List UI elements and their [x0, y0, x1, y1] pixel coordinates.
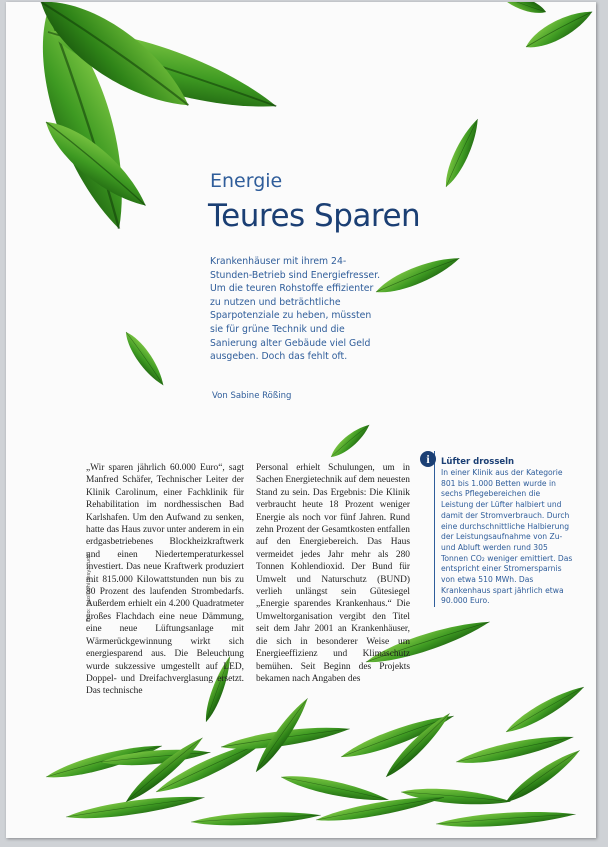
article-title: Teures Sparen	[208, 198, 421, 234]
photo-credit: Foto: fotolia/hidesy.studio	[86, 551, 92, 622]
article-column-2: Personal erhielt Schulungen, um in Sachen Energietechnik auf dem neuesten Stand zu sein. Das Ergebnis: Die Klinik verbraucht heute 18 Prozent weniger Energie als noch vor fünf Jahren. Rund zehn Prozent der Gesamtkosten entfallen auf den Energiebereich. Das Haus vermeidet jedes Jahr mehr als 280 Tonnen Kohlendioxid. Der Bund für Umwelt und Naturschutz (BUND) verlieh unlängst sein Gütesiegel „Energie sparendes Krankenhaus.“ Die Umweltorganisation vergibt den Titel seit dem Jahr 2001 an Krankenhäuser, die sich in besonderer Weise um Energieeffizienz und Klimaschutz bemühen. Seit Beginn des Projekts bekamen nach Angaben des	[256, 463, 410, 684]
article-kicker: Energie	[210, 170, 283, 192]
info-box-text: In einer Klinik aus der Kategorie 801 bis 1.000 Betten wurde in sechs Pflegebereichen die Leistung der Lüfter halbiert und damit der Stromverbrauch. Durch eine durchschnittliche Halbierung der Leistungsaufnahme von Zu- und Abluft werden rund 305 Tonnen CO₂ weniger emittiert. Das entspricht einer Stromersparnis von etwa 510 MWh. Das Krankenhaus spart jährlich etwa 90.000 Euro.	[441, 468, 573, 606]
leaf-decoration	[6, 2, 596, 838]
article-byline: Von Sabine Rößing	[212, 391, 292, 401]
info-box	[426, 451, 573, 607]
info-icon: i	[420, 451, 436, 467]
info-box-heading: Lüfter drosseln	[441, 457, 515, 467]
magazine-page	[6, 2, 596, 838]
article-column-1: „Wir sparen jährlich 60.000 Euro“, sagt Manfred Schäfer, Technischer Leiter der Klinik Carolinum, einer Fachklinik für Rehabilitation im nordhessischen Bad Karlshafen. Um den Aufwand zu senken, hatte das Haus zuvor unter anderem in ein erdgasbetriebenes Blockheizkraftwerk und einen Niedertemperaturkessel investiert. Das neue Kraftwerk produziert mit 815.000 Kilowattstunden nun bis zu 80 Prozent des laufenden Strombedarfs. Außerdem erhielt ein 4.200 Quadratmeter großes Flachdach eine neue Dämmung, eine neue Lüftungsanlage mit Wärmerückgewinnung wirkt sich energiesparend aus. Die Beleuchtung wurde sukzessive umgestellt auf LED, Doppel- und Dreifachverglasung ersetzt. Das technische	[86, 463, 245, 697]
article-lead: Krankenhäuser mit ihrem 24-Stunden-Betrieb sind Energiefresser. Um die teuren Rohstoffe effizienter zu nutzen und beträchtliche Sparpotenziale zu heben, müssten sie für grüne Technik und die Sanierung alter Gebäude viel Geld ausgeben. Doch das fehlt oft.	[210, 256, 381, 363]
